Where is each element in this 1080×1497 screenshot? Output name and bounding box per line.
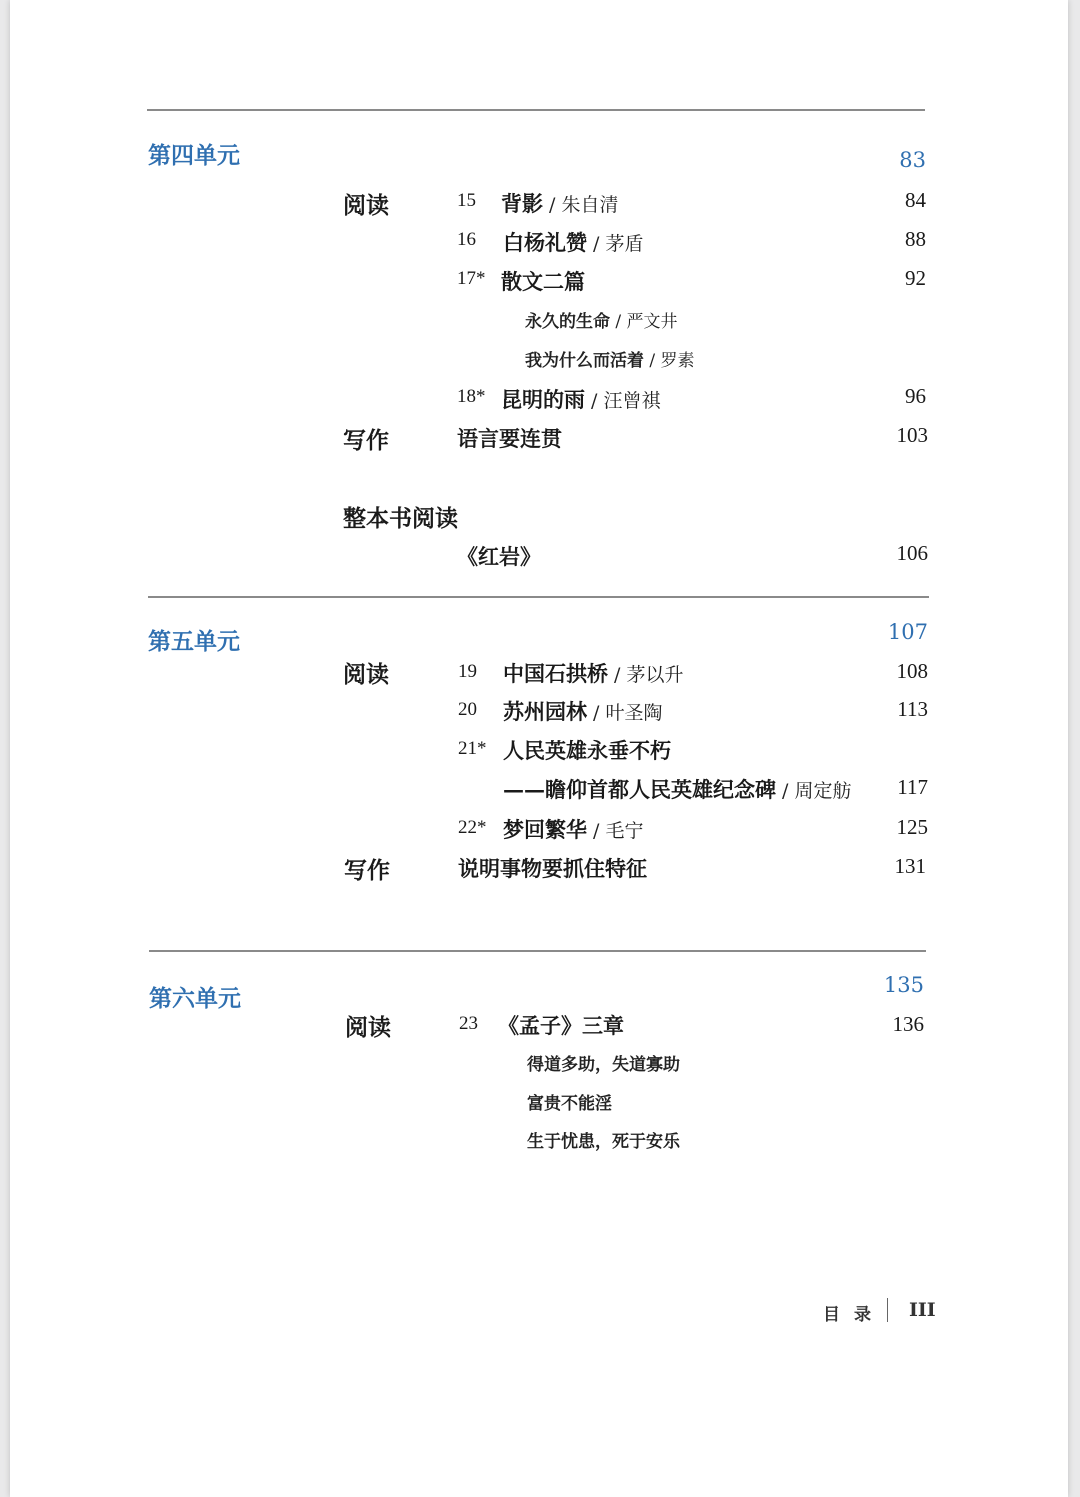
unit-5-top-rule: [148, 596, 929, 598]
subentry-title: 我为什么而活着: [525, 351, 644, 371]
unit-4-page: 83: [899, 148, 926, 172]
entry-title: 《孟子》三章: [498, 1013, 624, 1038]
footer-divider: [887, 1298, 888, 1322]
entry-separator: /: [543, 194, 562, 216]
toc-subentry-fugui-bunengyin[interactable]: 富贵不能淫: [527, 1094, 612, 1114]
toc-entry-baiyang-lizan[interactable]: [503, 227, 644, 257]
lesson-number: 20: [458, 699, 477, 720]
entry-author: 茅以升: [626, 664, 684, 686]
unit-5-section-writing: 写作: [344, 857, 390, 884]
entry-title: 昆明的雨: [501, 387, 585, 412]
toc-entry-shuoming-shiwu[interactable]: [458, 853, 647, 883]
entry-page: 103: [896, 423, 928, 447]
entry-title: 散文二篇: [501, 269, 585, 294]
entry-separator: /: [644, 351, 661, 371]
lesson-number: 23: [459, 1013, 478, 1034]
toc-entry-renmin-yingxiong-subtitle[interactable]: [503, 774, 852, 804]
unit-6-page: 135: [883, 973, 924, 997]
unit-6-title[interactable]: 第六单元: [149, 985, 241, 1012]
toc-subentry-yongjiu-de-shengming[interactable]: [525, 307, 678, 332]
entry-title: 中国石拱桥: [503, 661, 608, 686]
unit-4-title[interactable]: 第四单元: [148, 142, 240, 169]
entry-page: 106: [896, 541, 928, 565]
entry-separator: /: [587, 820, 606, 842]
entry-separator: /: [585, 390, 604, 412]
toc-entry-mengzi-sanzhang[interactable]: [498, 1010, 624, 1040]
entry-author: 朱自清: [561, 194, 619, 216]
entry-separator: /: [610, 312, 627, 332]
entry-separator: /: [587, 233, 606, 255]
entry-author: 周定舫: [794, 780, 852, 802]
book-page: [10, 0, 1068, 1497]
entry-page: 108: [896, 659, 928, 683]
entry-separator: /: [587, 702, 606, 724]
lesson-number: 22*: [458, 817, 487, 838]
entry-title: 苏州园林: [503, 699, 587, 724]
toc-entry-suzhou-yuanlin[interactable]: [503, 696, 663, 726]
entry-page: 96: [905, 384, 926, 408]
unit-6-top-rule: [149, 950, 926, 952]
unit-4-section-reading: 阅读: [343, 192, 389, 219]
entry-title: ——瞻仰首都人民英雄纪念碑: [503, 777, 776, 802]
entry-page: 125: [896, 815, 928, 839]
footer-label: 目录: [823, 1305, 885, 1325]
toc-entry-yuyan-yao-lianguan[interactable]: [457, 423, 562, 453]
entry-page: 84: [905, 188, 926, 212]
entry-page: 88: [905, 227, 926, 251]
subentry-title: 永久的生命: [525, 312, 610, 332]
toc-subentry-dedao-duozhu[interactable]: 得道多助，失道寡助: [527, 1055, 680, 1075]
entry-title: 梦回繁华: [503, 817, 587, 842]
unit-4-section-writing: 写作: [343, 427, 389, 454]
entry-page: 113: [897, 697, 928, 721]
unit-6-section-reading: 阅读: [345, 1014, 391, 1041]
entry-author: 汪曾祺: [603, 390, 661, 412]
entry-title: 《红岩》: [457, 544, 541, 569]
entry-author: 严文井: [626, 312, 678, 332]
toc-entry-hongyan[interactable]: [457, 541, 541, 571]
toc-entry-menghui-fanhua[interactable]: [503, 814, 644, 844]
unit-5-page: 107: [887, 620, 928, 644]
entry-page: 117: [897, 775, 928, 799]
entry-title: 说明事物要抓住特征: [458, 856, 647, 881]
lesson-number: 18*: [457, 386, 486, 407]
toc-subentry-wo-weishenme[interactable]: [525, 346, 695, 371]
footer-page-number: III: [909, 1299, 936, 1321]
toc-subentry-shengyu-youhuan[interactable]: 生于忧患，死于安乐: [527, 1132, 680, 1152]
unit-4-section-whole-book: 整本书阅读: [343, 505, 458, 532]
toc-entry-beiying[interactable]: [501, 188, 619, 218]
entry-title: 人民英雄永垂不朽: [503, 738, 671, 763]
entry-title: 白杨礼赞: [503, 230, 587, 255]
unit-5-section-reading: 阅读: [343, 661, 389, 688]
entry-separator: /: [608, 664, 627, 686]
unit-4-top-rule: [147, 109, 925, 111]
lesson-number: 15: [457, 190, 476, 211]
entry-title: 语言要连贯: [457, 426, 562, 451]
entry-author: 茅盾: [605, 233, 644, 255]
entry-page: 92: [905, 266, 926, 290]
entry-page: 136: [892, 1012, 924, 1036]
lesson-number: 21*: [458, 738, 487, 759]
toc-entry-sanwen-erpian[interactable]: [501, 266, 585, 296]
toc-entry-zhongguo-shigongqiao[interactable]: [503, 658, 684, 688]
unit-5-title[interactable]: 第五单元: [148, 628, 240, 655]
toc-entry-renmin-yingxiong[interactable]: [503, 735, 671, 765]
entry-author: 叶圣陶: [605, 702, 663, 724]
lesson-number: 16: [457, 229, 476, 250]
entry-page: 131: [894, 854, 926, 878]
entry-title: 背影: [501, 191, 543, 216]
entry-author: 罗素: [660, 351, 695, 371]
entry-author: 毛宁: [605, 820, 644, 842]
entry-separator: /: [776, 780, 795, 802]
lesson-number: 19: [458, 661, 477, 682]
lesson-number: 17*: [457, 268, 486, 289]
toc-entry-kunming-de-yu[interactable]: [501, 384, 661, 414]
